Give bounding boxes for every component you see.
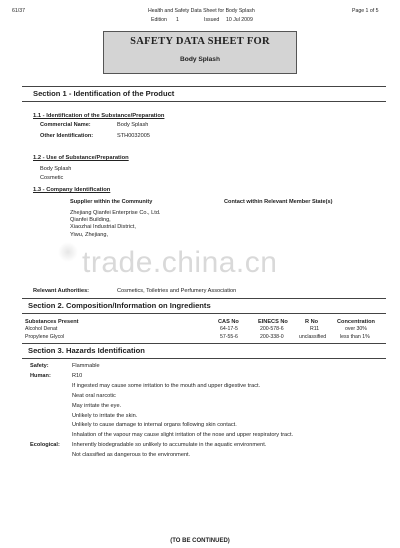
safety-label: Safety: — [30, 363, 49, 369]
ecological-line: Inherently biodegradable so unlikely to accumulate in the aquatic environment. — [72, 442, 267, 448]
table-cell: 64-17-5 — [220, 326, 238, 332]
table-cell: over 30% — [345, 326, 367, 332]
table-cell: unclassified — [299, 334, 327, 340]
section1-heading: Section 1 - Identification of the Product — [33, 89, 175, 98]
commercial-name-label: Commercial Name: — [40, 122, 91, 128]
section-divider — [22, 86, 386, 87]
authorities-label: Relevant Authorities: — [33, 288, 90, 294]
section-divider — [22, 358, 386, 359]
human-line: Unlikely to cause damage to internal organs following skin contact. — [72, 422, 237, 428]
product-title: Body Splash — [180, 56, 220, 63]
edition-label: Edition — [151, 17, 167, 23]
column-header-substances: Substances Present — [25, 319, 79, 325]
watermark-logo — [58, 242, 78, 262]
use-line: Cosmetic — [40, 175, 64, 181]
supplier-header: Supplier within the Community — [70, 199, 153, 205]
commercial-name-value: Body Splash — [117, 122, 149, 128]
section-divider — [22, 101, 386, 102]
table-cell: 200-338-0 — [260, 334, 284, 340]
authorities-value: Cosmetics, Toiletries and Perfumery Association — [117, 288, 237, 294]
table-cell: Propylene Glycol — [25, 334, 65, 340]
section2-heading: Section 2. Composition/Information on Ingredients — [28, 301, 211, 310]
other-identification-label: Other Identification: — [40, 133, 94, 139]
human-line: Neat oral narcotic — [72, 393, 116, 399]
section3-heading: Section 3. Hazards Identification — [28, 346, 145, 355]
table-cell: R11 — [310, 326, 320, 332]
supplier-line: Yiwu, Zhejiang, — [70, 232, 109, 238]
document-code: 61/37 — [12, 8, 25, 14]
watermark: trade.china.cn — [82, 246, 278, 279]
contact-header: Contact within Relevant Member State(s) — [224, 199, 333, 205]
issued-label: Issued — [204, 17, 220, 23]
human-line: R10 — [72, 373, 83, 379]
subsection-1-3: 1.3 - Company Identification — [33, 187, 111, 193]
column-header-rno: R No — [305, 319, 319, 325]
table-cell: 200-578-6 — [260, 326, 284, 332]
column-header-einecs: EINECS No — [258, 319, 288, 325]
table-cell: Alcohol Denat — [25, 326, 58, 332]
continued-footer: (TO BE CONTINUED) — [170, 538, 230, 544]
supplier-line: Zhejiang Qianfei Enterprise Co., Ltd. — [70, 210, 161, 216]
edition-value: 1 — [176, 17, 179, 23]
column-header-concentration: Concentration — [337, 319, 375, 325]
ecological-line: Not classified as dangerous to the environment. — [72, 452, 191, 458]
table-cell: less than 1% — [340, 334, 370, 340]
ecological-label: Ecological: — [30, 442, 60, 448]
supplier-line: Xiaozhai Industrial District, — [70, 224, 136, 230]
column-header-cas: CAS No — [218, 319, 239, 325]
subsection-1-1: 1.1 - Identification of the Substance/Preparation — [33, 113, 165, 119]
human-line: Unlikely to irritate the skin. — [72, 413, 138, 419]
sheet-title: SAFETY DATA SHEET FOR — [130, 36, 270, 47]
subsection-1-2: 1.2 - Use of Substance/Preparation — [33, 155, 129, 161]
use-line: Body Splash — [40, 166, 72, 172]
human-line: If ingested may cause some irritation to the mouth and upper digestive tract. — [72, 383, 261, 389]
page-number: Page 1 of 5 — [352, 8, 379, 14]
human-line: May irritate the eye. — [72, 403, 122, 409]
section-divider — [22, 298, 386, 299]
table-cell: 57-55-6 — [220, 334, 238, 340]
human-label: Human: — [30, 373, 51, 379]
section-divider — [22, 343, 386, 344]
supplier-line: Qianfei Building, — [70, 217, 111, 223]
other-identification-value: STH0032005 — [117, 133, 150, 139]
safety-value: Flammable — [72, 363, 100, 369]
section-divider — [22, 313, 386, 314]
document-header-title: Health and Safety Data Sheet for Body Splash — [148, 8, 255, 14]
issued-date: 10 Jul 2009 — [226, 17, 253, 23]
human-line: Inhalation of the vapour may cause slight irritation of the nose and upper respiratory tract. — [72, 432, 294, 438]
title-band — [103, 31, 297, 74]
